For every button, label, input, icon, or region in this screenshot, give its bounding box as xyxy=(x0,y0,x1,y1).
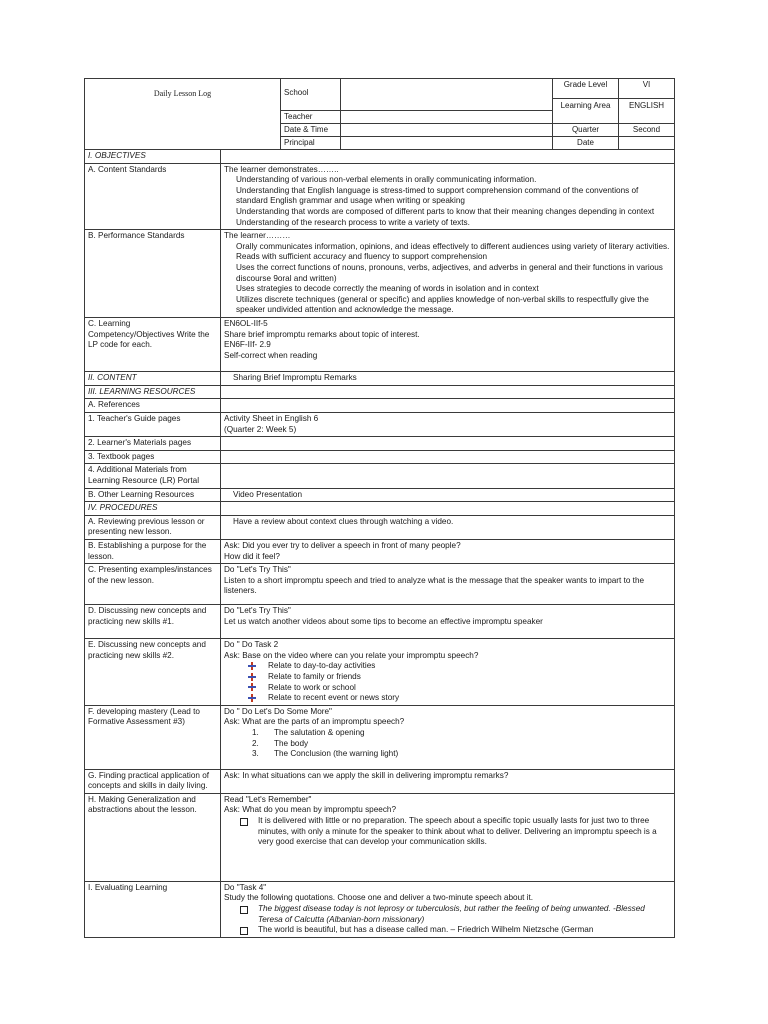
cs-item: Understanding of various non-verbal elements in orally communicating information. xyxy=(236,175,537,185)
procedure-g-label: G. Finding practical application of concepts and skills in daily living. xyxy=(85,769,221,793)
cs-item: Understanding that English language is stress-timed to support comprehension command of the conventions of standard English grammar and usage when writing or speaking xyxy=(236,185,639,206)
references-label: A. References xyxy=(85,399,221,413)
ps-item: Orally communicates information, opinions, and ideas effectively to different audiences using variety of literary activities. xyxy=(236,241,670,251)
procedure-g-value: Ask: In what situations can we apply the skill in delivering impromptu remarks? xyxy=(221,769,675,793)
list-item: Relate to day-to-day activities xyxy=(224,661,671,672)
grade-level-label: Grade Level xyxy=(553,79,619,99)
teachers-guide-label: 1. Teacher's Guide pages xyxy=(85,413,221,437)
list-item: Relate to family or friends xyxy=(224,672,671,683)
list-item: Relate to recent event or news story xyxy=(224,693,671,704)
resources-heading: III. LEARNING RESOURCES xyxy=(85,385,221,399)
learning-area-value: ENGLISH xyxy=(619,99,675,124)
procedure-f-label: F. developing mastery (Lead to Formative Assessment #3) xyxy=(85,705,221,769)
bullet-icon xyxy=(248,662,256,670)
procedure-f-value: Do " Do Let's Do Some More" Ask: What are the parts of an impromptu speech? 1. The salutation & opening 2. The body 3. The Conclusion (the warning light) xyxy=(221,705,675,769)
ps-item: Reads with sufficient accuracy and fluency to support comprehension xyxy=(236,252,488,262)
date-value[interactable] xyxy=(619,137,675,150)
date-time-value[interactable] xyxy=(341,124,553,137)
list-item: It is delivered with little or no preparation. The speech about a specific topic usually lasts for just two to three minutes, with only a minute for the speaker to think about what to deliver. Delivering an impromptu speech is a very good exercise that can develop your communication skills. xyxy=(224,816,671,848)
procedure-c-value: Do "Let's Try This" Listen to a short impromptu speech and tried to analyze what is the message that the speaker wants to impart to the listeners. xyxy=(221,564,675,605)
log-title: Daily Lesson Log xyxy=(85,79,281,150)
grade-level-value: VI xyxy=(619,79,675,99)
checkbox-bullet-icon xyxy=(240,927,248,935)
ps-item: Uses strategies to decode correctly the meaning of words in isolation and in context xyxy=(236,284,539,294)
procedure-b-label: B. Establishing a purpose for the lesson. xyxy=(85,540,221,564)
cs-item: Understanding that words are composed of different parts to know that their meaning changes depending in context xyxy=(236,206,655,216)
checkbox-bullet-icon xyxy=(240,906,248,914)
quarter-value: Second xyxy=(619,124,675,137)
procedures-heading: IV. PROCEDURES xyxy=(85,502,221,516)
performance-standards-value: The learner……… Orally communicates information, opinions, and ideas effectively to different audiences using variety of literary activities. Reads with sufficient accuracy and fluency to support comprehension Uses the correct functions of nouns, pronouns, verbs, adjectives, and adverbs in general and their functions in various discourse 9oral and written) Uses strategies to decode correctly the meaning of words in isolation and in context Utilizes discrete techniques (general or specific) and applies knowledge of non-verbal skills to respectfully give the speaker undivided attention and acknowledge the message. xyxy=(221,230,675,318)
quarter-label: Quarter xyxy=(553,124,619,137)
list-item: 3. The Conclusion (the warning light) xyxy=(252,749,399,759)
content-standards-label: A. Content Standards xyxy=(85,163,221,230)
bullet-icon xyxy=(248,683,256,691)
list-item: 2. The body xyxy=(252,738,309,748)
procedure-d-value: Do "Let's Try This" Let us watch another videos about some tips to become an effective impromptu speaker xyxy=(221,604,675,638)
bullet-icon xyxy=(248,694,256,702)
header-table xyxy=(84,78,675,150)
procedure-c-label: C. Presenting examples/instances of the new lesson. xyxy=(85,564,221,605)
procedure-h-label: H. Making Generalization and abstractions about the lesson. xyxy=(85,793,221,881)
procedure-a-label: A. Reviewing previous lesson or presenting new lesson. xyxy=(85,515,221,539)
checkbox-bullet-icon xyxy=(240,818,248,826)
objectives-heading: I. OBJECTIVES xyxy=(85,150,221,164)
procedure-d-label: D. Discussing new concepts and practicing new skills #1. xyxy=(85,604,221,638)
teacher-label: Teacher xyxy=(281,111,341,124)
list-item: Relate to work or school xyxy=(224,683,671,694)
teachers-guide-value: Activity Sheet in English 6 (Quarter 2: Week 5) xyxy=(221,413,675,437)
school-value[interactable] xyxy=(341,79,553,111)
learners-materials-label: 2. Learner's Materials pages xyxy=(85,437,221,451)
principal-label: Principal xyxy=(281,137,341,150)
ps-item: Utilizes discrete techniques (general or specific) and applies knowledge of non-verbal skills to respectfully give the speaker undivided attention and acknowledge the message. xyxy=(236,294,649,315)
procedure-h-value: Read "Let's Remember" Ask: What do you mean by impromptu speech? It is delivered with little or no preparation. The speech about a specific topic usually lasts for just two to three minutes, with only a minute for the speaker to think about what to deliver. Delivering an impromptu speech is a very good exercise that can develop your communication skills. xyxy=(221,793,675,881)
procedure-i-value: Do "Task 4" Study the following quotations. Choose one and deliver a two-minute speech about it. The biggest disease today is not leprosy or tuberculosis, but rather the feeling of being unwanted. -Blessed Teresa of Calcutta (Albanian-born missionary) The world is beautiful, but has a disease called man. – Friedrich Wilhelm Nietzsche (German xyxy=(221,881,675,937)
procedure-b-value: Ask: Did you ever try to deliver a speech in front of many people? How did it feel? xyxy=(221,540,675,564)
learning-area-label: Learning Area xyxy=(553,99,619,124)
procedure-e-label: E. Discussing new concepts and practicing new skills #2. xyxy=(85,639,221,706)
daily-lesson-log xyxy=(84,78,674,938)
lesson-body-table xyxy=(84,149,675,938)
principal-value[interactable] xyxy=(341,137,553,150)
teacher-value[interactable] xyxy=(341,111,553,124)
other-resources-value: Video Presentation xyxy=(221,488,675,502)
list-item: 1. The salutation & opening xyxy=(252,727,365,737)
school-label: School xyxy=(281,79,341,111)
content-value: Sharing Brief Impromptu Remarks xyxy=(221,372,675,386)
list-item: The biggest disease today is not leprosy or tuberculosis, but rather the feeling of being unwanted. -Blessed Teresa of Calcutta (Albanian-born missionary) xyxy=(224,904,671,925)
competency-value: EN6OL-IIf-5 Share brief impromptu remarks about topic of interest. EN6F-IIf- 2.9 Self-correct when reading xyxy=(221,317,675,371)
procedure-i-label: I. Evaluating Learning xyxy=(85,881,221,937)
performance-standards-label: B. Performance Standards xyxy=(85,230,221,318)
date-time-label: Date & Time xyxy=(281,124,341,137)
bullet-icon xyxy=(248,673,256,681)
ps-item: Uses the correct functions of nouns, pronouns, verbs, adjectives, and adverbs in general and their functions in various discourse 9oral and written) xyxy=(236,262,663,283)
date-label: Date xyxy=(553,137,619,150)
content-heading: II. CONTENT xyxy=(85,372,221,386)
cs-item: Understanding of the research process to write a variety of texts. xyxy=(236,217,470,227)
list-item: The world is beautiful, but has a disease called man. – Friedrich Wilhelm Nietzsche (German xyxy=(224,925,671,936)
other-resources-label: B. Other Learning Resources xyxy=(85,488,221,502)
additional-materials-label: 4. Additional Materials from Learning Resource (LR) Portal xyxy=(85,464,221,488)
procedure-e-value: Do " Do Task 2 Ask: Base on the video where can you relate your impromptu speech? Relate to day-to-day activities Relate to family or friends Relate to work or school Relate to recent event or news story xyxy=(221,639,675,706)
textbook-label: 3. Textbook pages xyxy=(85,450,221,464)
content-standards-value: The learner demonstrates…….. Understanding of various non-verbal elements in orally communicating information. Understanding that English language is stress-timed to support comprehension command of the conventions of standard English grammar and usage when writing or speaking Understanding that words are composed of different parts to know that their meaning changes depending in context Understanding of the research process to write a variety of texts. xyxy=(221,163,675,230)
procedure-a-value: Have a review about context clues through watching a video. xyxy=(221,515,675,539)
competency-label: C. Learning Competency/Objectives Write the LP code for each. xyxy=(85,317,221,371)
